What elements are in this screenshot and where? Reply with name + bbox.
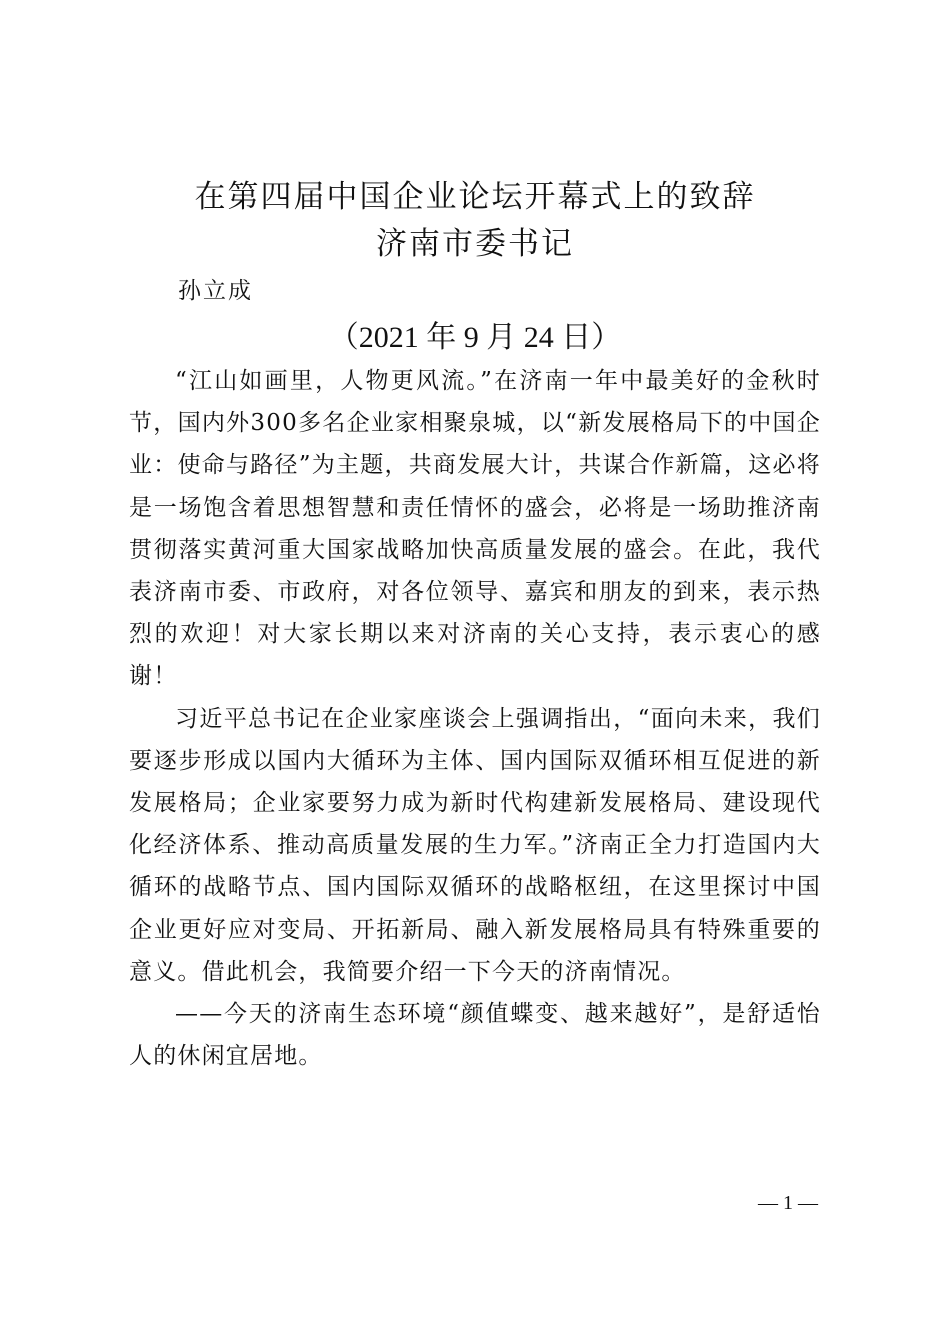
document-subtitle: 济南市委书记	[376, 226, 574, 262]
author-name: 孙立成	[178, 278, 253, 304]
paragraph: 习近平总书记在企业家座谈会上强调指出，“面向未来，我们要逐步形成以国内大循环为主体、国内国际双循环相互促进的新发展格局；企业家要努力成为新时代构建新发展格局、建设现代化经济体系、推动高质量发展的生力军。”济南正全力打造国内大循环的战略节点、国内国际双循环的战略枢纽，在这里探讨中国企业更好应对变局、开拓新局、融入新发展格局具有特殊重要的意义。借此机会，我简要介绍一下今天的济南情况。	[129, 705, 821, 985]
speech-date: （2021 年 9 月 24 日）	[328, 321, 622, 354]
document-title: 在第四届中国企业论坛开幕式上的致辞	[194, 179, 756, 215]
paragraph: ——今天的济南生态环境“颜值蝶变、越来越好”，是舒适怡人的休闲宜居地。	[129, 1001, 821, 1070]
speech-body	[129, 360, 821, 1077]
paragraph: “江山如画里，人物更风流。”在济南一年中最美好的金秋时节，国内外300多名企业家相聚泉城，以“新发展格局下的中国企业：使命与路径”为主题，共商发展大计，共谋合作新篇，这必将是一场饱含着思想智慧和责任情怀的盛会，必将是一场助推济南贯彻落实黄河重大国家战略加快高质量发展的盛会。在此，我代表济南市委、市政府，对各位领导、嘉宾和朋友的到来，表示热烈的欢迎！对大家长期以来对济南的关心支持，表示衷心的感谢！	[129, 368, 821, 690]
page-number: — 1 —	[758, 1192, 818, 1214]
